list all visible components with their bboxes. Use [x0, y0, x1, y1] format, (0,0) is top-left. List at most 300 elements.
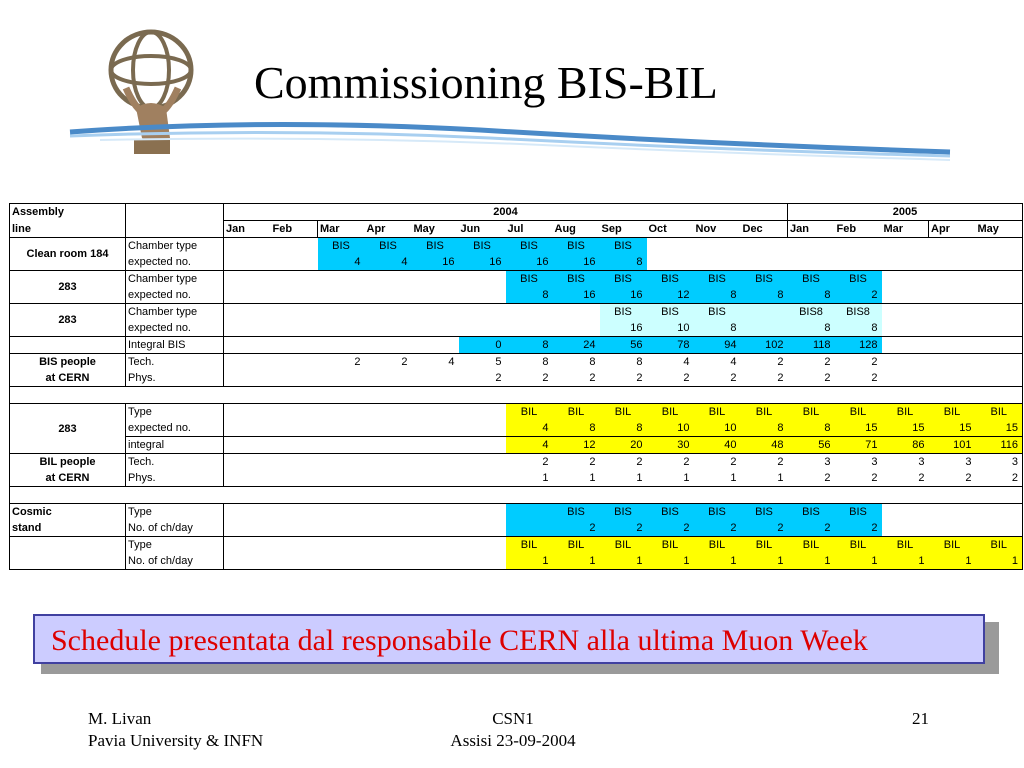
month-header: Apr: [929, 221, 976, 238]
data-cell: 8: [600, 354, 647, 371]
data-cell: [318, 370, 365, 387]
table-row: [10, 354, 1023, 371]
data-cell: 2: [835, 470, 882, 487]
callout-text: Schedule presentata dal responsabile CERN alla ultima Muon Week: [51, 624, 868, 657]
data-cell: BIL: [647, 404, 694, 421]
row-group-label: 283: [10, 271, 126, 304]
data-cell: [271, 370, 318, 387]
data-cell: [741, 254, 788, 271]
data-cell: [412, 470, 459, 487]
row-group-label: [10, 537, 126, 554]
data-cell: [976, 520, 1023, 537]
data-cell: BIL: [647, 537, 694, 554]
data-cell: [929, 337, 976, 354]
data-cell: [412, 320, 459, 337]
data-cell: [929, 304, 976, 321]
month-header: Feb: [271, 221, 318, 238]
data-cell: [318, 520, 365, 537]
data-cell: 1: [694, 470, 741, 487]
data-cell: 2: [929, 470, 976, 487]
data-cell: [412, 370, 459, 387]
row-group-label: 283: [10, 404, 126, 454]
data-cell: 8: [788, 320, 835, 337]
data-cell: [976, 370, 1023, 387]
data-cell: [506, 304, 553, 321]
data-cell: 4: [412, 354, 459, 371]
data-cell: 1: [553, 470, 600, 487]
table-row: [10, 238, 1023, 255]
data-cell: [506, 320, 553, 337]
data-cell: [271, 354, 318, 371]
data-cell: BIS: [506, 238, 553, 255]
data-cell: [365, 520, 412, 537]
data-cell: 2: [553, 370, 600, 387]
data-cell: BIS: [694, 271, 741, 288]
month-header: Jul: [506, 221, 553, 238]
data-cell: [365, 454, 412, 471]
data-cell: [365, 420, 412, 437]
gap-cell: [10, 487, 1023, 504]
data-cell: 1: [647, 553, 694, 570]
data-cell: 4: [647, 354, 694, 371]
data-cell: 8: [506, 287, 553, 304]
data-cell: BIS8: [835, 304, 882, 321]
data-cell: 30: [647, 437, 694, 454]
data-cell: [788, 254, 835, 271]
data-cell: BIL: [694, 404, 741, 421]
data-cell: 10: [647, 320, 694, 337]
data-cell: 2: [741, 454, 788, 471]
data-cell: [271, 254, 318, 271]
header-blank: [126, 204, 224, 221]
data-cell: [929, 287, 976, 304]
data-cell: [224, 287, 271, 304]
data-cell: [412, 404, 459, 421]
data-cell: [976, 287, 1023, 304]
data-cell: [976, 254, 1023, 271]
month-header: Mar: [318, 221, 365, 238]
month-header: Oct: [647, 221, 694, 238]
data-cell: [929, 354, 976, 371]
data-cell: 8: [741, 287, 788, 304]
data-cell: BIS: [647, 304, 694, 321]
data-cell: [318, 437, 365, 454]
data-cell: [835, 254, 882, 271]
data-cell: BIS: [788, 504, 835, 521]
data-cell: [459, 287, 506, 304]
data-cell: BIS: [647, 271, 694, 288]
data-cell: [271, 470, 318, 487]
data-cell: [694, 238, 741, 255]
row-label: No. of ch/day: [126, 553, 224, 570]
row-label: expected no.: [126, 254, 224, 271]
data-cell: [224, 271, 271, 288]
data-cell: 2: [647, 520, 694, 537]
data-cell: BIL: [835, 404, 882, 421]
data-cell: [318, 454, 365, 471]
data-cell: [224, 454, 271, 471]
data-cell: [318, 470, 365, 487]
data-cell: BIL: [694, 537, 741, 554]
data-cell: [694, 254, 741, 271]
data-cell: BIS: [506, 271, 553, 288]
data-cell: [271, 437, 318, 454]
data-cell: [271, 420, 318, 437]
data-cell: 3: [882, 454, 929, 471]
line-header: line: [10, 221, 126, 238]
data-cell: 128: [835, 337, 882, 354]
data-cell: 2: [647, 454, 694, 471]
data-cell: 2: [647, 370, 694, 387]
data-cell: 24: [553, 337, 600, 354]
data-cell: 4: [506, 437, 553, 454]
footer-author: M. Livan: [88, 709, 152, 728]
row-label: Chamber type: [126, 238, 224, 255]
data-cell: [318, 553, 365, 570]
data-cell: 102: [741, 337, 788, 354]
data-cell: 15: [976, 420, 1023, 437]
data-cell: [412, 420, 459, 437]
row-label: Type: [126, 537, 224, 554]
row-label: expected no.: [126, 420, 224, 437]
data-cell: [459, 320, 506, 337]
data-cell: [976, 238, 1023, 255]
data-cell: BIL: [741, 537, 788, 554]
header-blank: [126, 221, 224, 238]
data-cell: 3: [835, 454, 882, 471]
data-cell: 2: [976, 470, 1023, 487]
data-cell: 78: [647, 337, 694, 354]
data-cell: 8: [506, 337, 553, 354]
data-cell: 2: [741, 520, 788, 537]
data-cell: [224, 553, 271, 570]
data-cell: 56: [600, 337, 647, 354]
data-cell: [929, 271, 976, 288]
header-row-years: [10, 204, 1023, 221]
data-cell: 2: [600, 454, 647, 471]
data-cell: 8: [694, 287, 741, 304]
data-cell: 8: [694, 320, 741, 337]
data-cell: [412, 437, 459, 454]
data-cell: [412, 337, 459, 354]
data-cell: BIS: [365, 238, 412, 255]
row-group-label: BIS people: [10, 354, 126, 371]
header-row-months: [10, 221, 1023, 238]
table-row: [10, 320, 1023, 337]
data-cell: BIS: [741, 271, 788, 288]
data-cell: 16: [506, 254, 553, 271]
data-cell: [365, 287, 412, 304]
month-header: Dec: [741, 221, 788, 238]
data-cell: [365, 271, 412, 288]
data-cell: [412, 537, 459, 554]
data-cell: [976, 304, 1023, 321]
data-cell: 2: [506, 454, 553, 471]
data-cell: 8: [788, 420, 835, 437]
data-cell: [224, 337, 271, 354]
data-cell: [412, 454, 459, 471]
data-cell: [929, 370, 976, 387]
data-cell: [459, 470, 506, 487]
row-label: Type: [126, 404, 224, 421]
row-group-label: BIL people: [10, 454, 126, 471]
slide-title: Commissioning BIS-BIL: [254, 57, 718, 108]
data-cell: 16: [600, 287, 647, 304]
data-cell: [976, 337, 1023, 354]
data-cell: 2: [694, 454, 741, 471]
data-cell: 1: [553, 553, 600, 570]
row-label: integral: [126, 437, 224, 454]
data-cell: [882, 271, 929, 288]
data-cell: [365, 320, 412, 337]
data-cell: [318, 337, 365, 354]
data-cell: [271, 537, 318, 554]
data-cell: 2: [741, 354, 788, 371]
data-cell: 2: [459, 370, 506, 387]
data-cell: [929, 520, 976, 537]
data-cell: BIS: [600, 504, 647, 521]
data-cell: BIL: [788, 404, 835, 421]
decorative-swoosh: [60, 100, 960, 170]
data-cell: BIS: [741, 504, 788, 521]
data-cell: [224, 470, 271, 487]
table-row: [10, 287, 1023, 304]
data-cell: 5: [459, 354, 506, 371]
data-cell: [553, 320, 600, 337]
data-cell: [318, 271, 365, 288]
data-cell: 1: [647, 470, 694, 487]
data-cell: [506, 520, 553, 537]
row-group-label: at CERN: [10, 470, 126, 487]
data-cell: 1: [882, 553, 929, 570]
data-cell: BIS8: [788, 304, 835, 321]
data-cell: 2: [600, 370, 647, 387]
month-header: Jan: [788, 221, 835, 238]
month-header: Apr: [365, 221, 412, 238]
footer-page-number: 21: [912, 709, 929, 728]
data-cell: [882, 520, 929, 537]
row-group-label: [10, 553, 126, 570]
data-cell: [929, 238, 976, 255]
data-cell: BIL: [553, 404, 600, 421]
data-cell: BIS: [553, 504, 600, 521]
data-cell: 8: [553, 354, 600, 371]
month-header: May: [412, 221, 459, 238]
data-cell: [224, 537, 271, 554]
data-cell: [224, 504, 271, 521]
month-header: Jan: [224, 221, 271, 238]
row-group-label: at CERN: [10, 370, 126, 387]
data-cell: 4: [694, 354, 741, 371]
row-group-label: 283: [10, 304, 126, 337]
data-cell: [412, 304, 459, 321]
row-label: Integral BIS: [126, 337, 224, 354]
data-cell: [365, 337, 412, 354]
data-cell: 2: [835, 520, 882, 537]
data-cell: [459, 504, 506, 521]
row-label: Phys.: [126, 370, 224, 387]
data-cell: [271, 238, 318, 255]
data-cell: 3: [929, 454, 976, 471]
data-cell: [224, 520, 271, 537]
data-cell: 94: [694, 337, 741, 354]
data-cell: [459, 537, 506, 554]
data-cell: 0: [459, 337, 506, 354]
data-cell: BIL: [882, 404, 929, 421]
data-cell: 2: [788, 470, 835, 487]
data-cell: [318, 537, 365, 554]
row-label: Chamber type: [126, 304, 224, 321]
data-cell: [929, 320, 976, 337]
data-cell: 4: [506, 420, 553, 437]
footer-event: CSN1: [492, 709, 534, 728]
data-cell: BIS: [694, 504, 741, 521]
data-cell: 2: [318, 354, 365, 371]
data-cell: BIS: [600, 238, 647, 255]
data-cell: [412, 553, 459, 570]
data-cell: BIL: [929, 404, 976, 421]
data-cell: [412, 520, 459, 537]
data-cell: 10: [694, 420, 741, 437]
gap-row: [10, 387, 1023, 404]
data-cell: 2: [506, 370, 553, 387]
data-cell: 1: [600, 470, 647, 487]
data-cell: 15: [835, 420, 882, 437]
table-row: [10, 370, 1023, 387]
data-cell: [365, 304, 412, 321]
data-cell: 2: [741, 370, 788, 387]
schedule-table: [9, 203, 1023, 570]
data-cell: 2: [365, 354, 412, 371]
data-cell: 48: [741, 437, 788, 454]
row-label: No. of ch/day: [126, 520, 224, 537]
data-cell: [882, 238, 929, 255]
data-cell: 15: [882, 420, 929, 437]
data-cell: 2: [788, 354, 835, 371]
data-cell: [459, 420, 506, 437]
table-row: [10, 254, 1023, 271]
data-cell: 2: [788, 370, 835, 387]
footer-left: [88, 708, 263, 752]
assembly-header: Assembly: [10, 204, 126, 221]
data-cell: [224, 420, 271, 437]
data-cell: BIL: [506, 404, 553, 421]
data-cell: [929, 254, 976, 271]
data-cell: [459, 404, 506, 421]
data-cell: [647, 238, 694, 255]
data-cell: 8: [600, 254, 647, 271]
data-cell: [882, 504, 929, 521]
table-row: [10, 520, 1023, 537]
month-header: Mar: [882, 221, 929, 238]
row-label: Tech.: [126, 454, 224, 471]
data-cell: BIS: [835, 271, 882, 288]
data-cell: [271, 553, 318, 570]
data-cell: [459, 454, 506, 471]
data-cell: [271, 271, 318, 288]
row-label: Chamber type: [126, 271, 224, 288]
data-cell: BIL: [788, 537, 835, 554]
data-cell: 8: [788, 287, 835, 304]
row-label: Tech.: [126, 354, 224, 371]
data-cell: [271, 304, 318, 321]
data-cell: 86: [882, 437, 929, 454]
month-header: Sep: [600, 221, 647, 238]
data-cell: 2: [553, 454, 600, 471]
data-cell: [271, 320, 318, 337]
data-cell: BIS: [553, 238, 600, 255]
data-cell: [882, 320, 929, 337]
data-cell: [741, 304, 788, 321]
data-cell: 2: [835, 370, 882, 387]
table-row: [10, 337, 1023, 354]
data-cell: BIL: [882, 537, 929, 554]
data-cell: 101: [929, 437, 976, 454]
data-cell: 2: [600, 520, 647, 537]
data-cell: 1: [506, 470, 553, 487]
data-cell: [835, 238, 882, 255]
year-2004: 2004: [224, 204, 788, 221]
data-cell: 1: [694, 553, 741, 570]
data-cell: [976, 504, 1023, 521]
table-row: [10, 504, 1023, 521]
data-cell: [882, 254, 929, 271]
data-cell: [647, 254, 694, 271]
data-cell: BIL: [835, 537, 882, 554]
row-group-label: Clean room 184: [10, 238, 126, 271]
data-cell: 1: [600, 553, 647, 570]
month-header: Feb: [835, 221, 882, 238]
data-cell: 3: [788, 454, 835, 471]
data-cell: 2: [694, 370, 741, 387]
data-cell: [271, 504, 318, 521]
gap-row: [10, 487, 1023, 504]
data-cell: [459, 271, 506, 288]
data-cell: [412, 271, 459, 288]
data-cell: 1: [929, 553, 976, 570]
data-cell: [224, 304, 271, 321]
data-cell: 16: [459, 254, 506, 271]
data-cell: BIS: [412, 238, 459, 255]
row-group-label: [10, 337, 126, 354]
data-cell: 15: [929, 420, 976, 437]
data-cell: [553, 304, 600, 321]
month-header: Jun: [459, 221, 506, 238]
data-cell: [882, 287, 929, 304]
table-row: [10, 271, 1023, 288]
data-cell: 8: [835, 320, 882, 337]
data-cell: BIS: [553, 271, 600, 288]
data-cell: BIS: [694, 304, 741, 321]
data-cell: [741, 320, 788, 337]
gap-cell: [10, 387, 1023, 404]
data-cell: BIL: [600, 404, 647, 421]
data-cell: [271, 454, 318, 471]
data-cell: BIL: [600, 537, 647, 554]
row-label: Phys.: [126, 470, 224, 487]
data-cell: 2: [553, 520, 600, 537]
table-row: [10, 404, 1023, 421]
data-cell: 8: [600, 420, 647, 437]
data-cell: BIS: [600, 271, 647, 288]
data-cell: [224, 238, 271, 255]
data-cell: 1: [976, 553, 1023, 570]
data-cell: [882, 304, 929, 321]
data-cell: [224, 254, 271, 271]
data-cell: 1: [506, 553, 553, 570]
data-cell: [318, 504, 365, 521]
data-cell: 3: [976, 454, 1023, 471]
